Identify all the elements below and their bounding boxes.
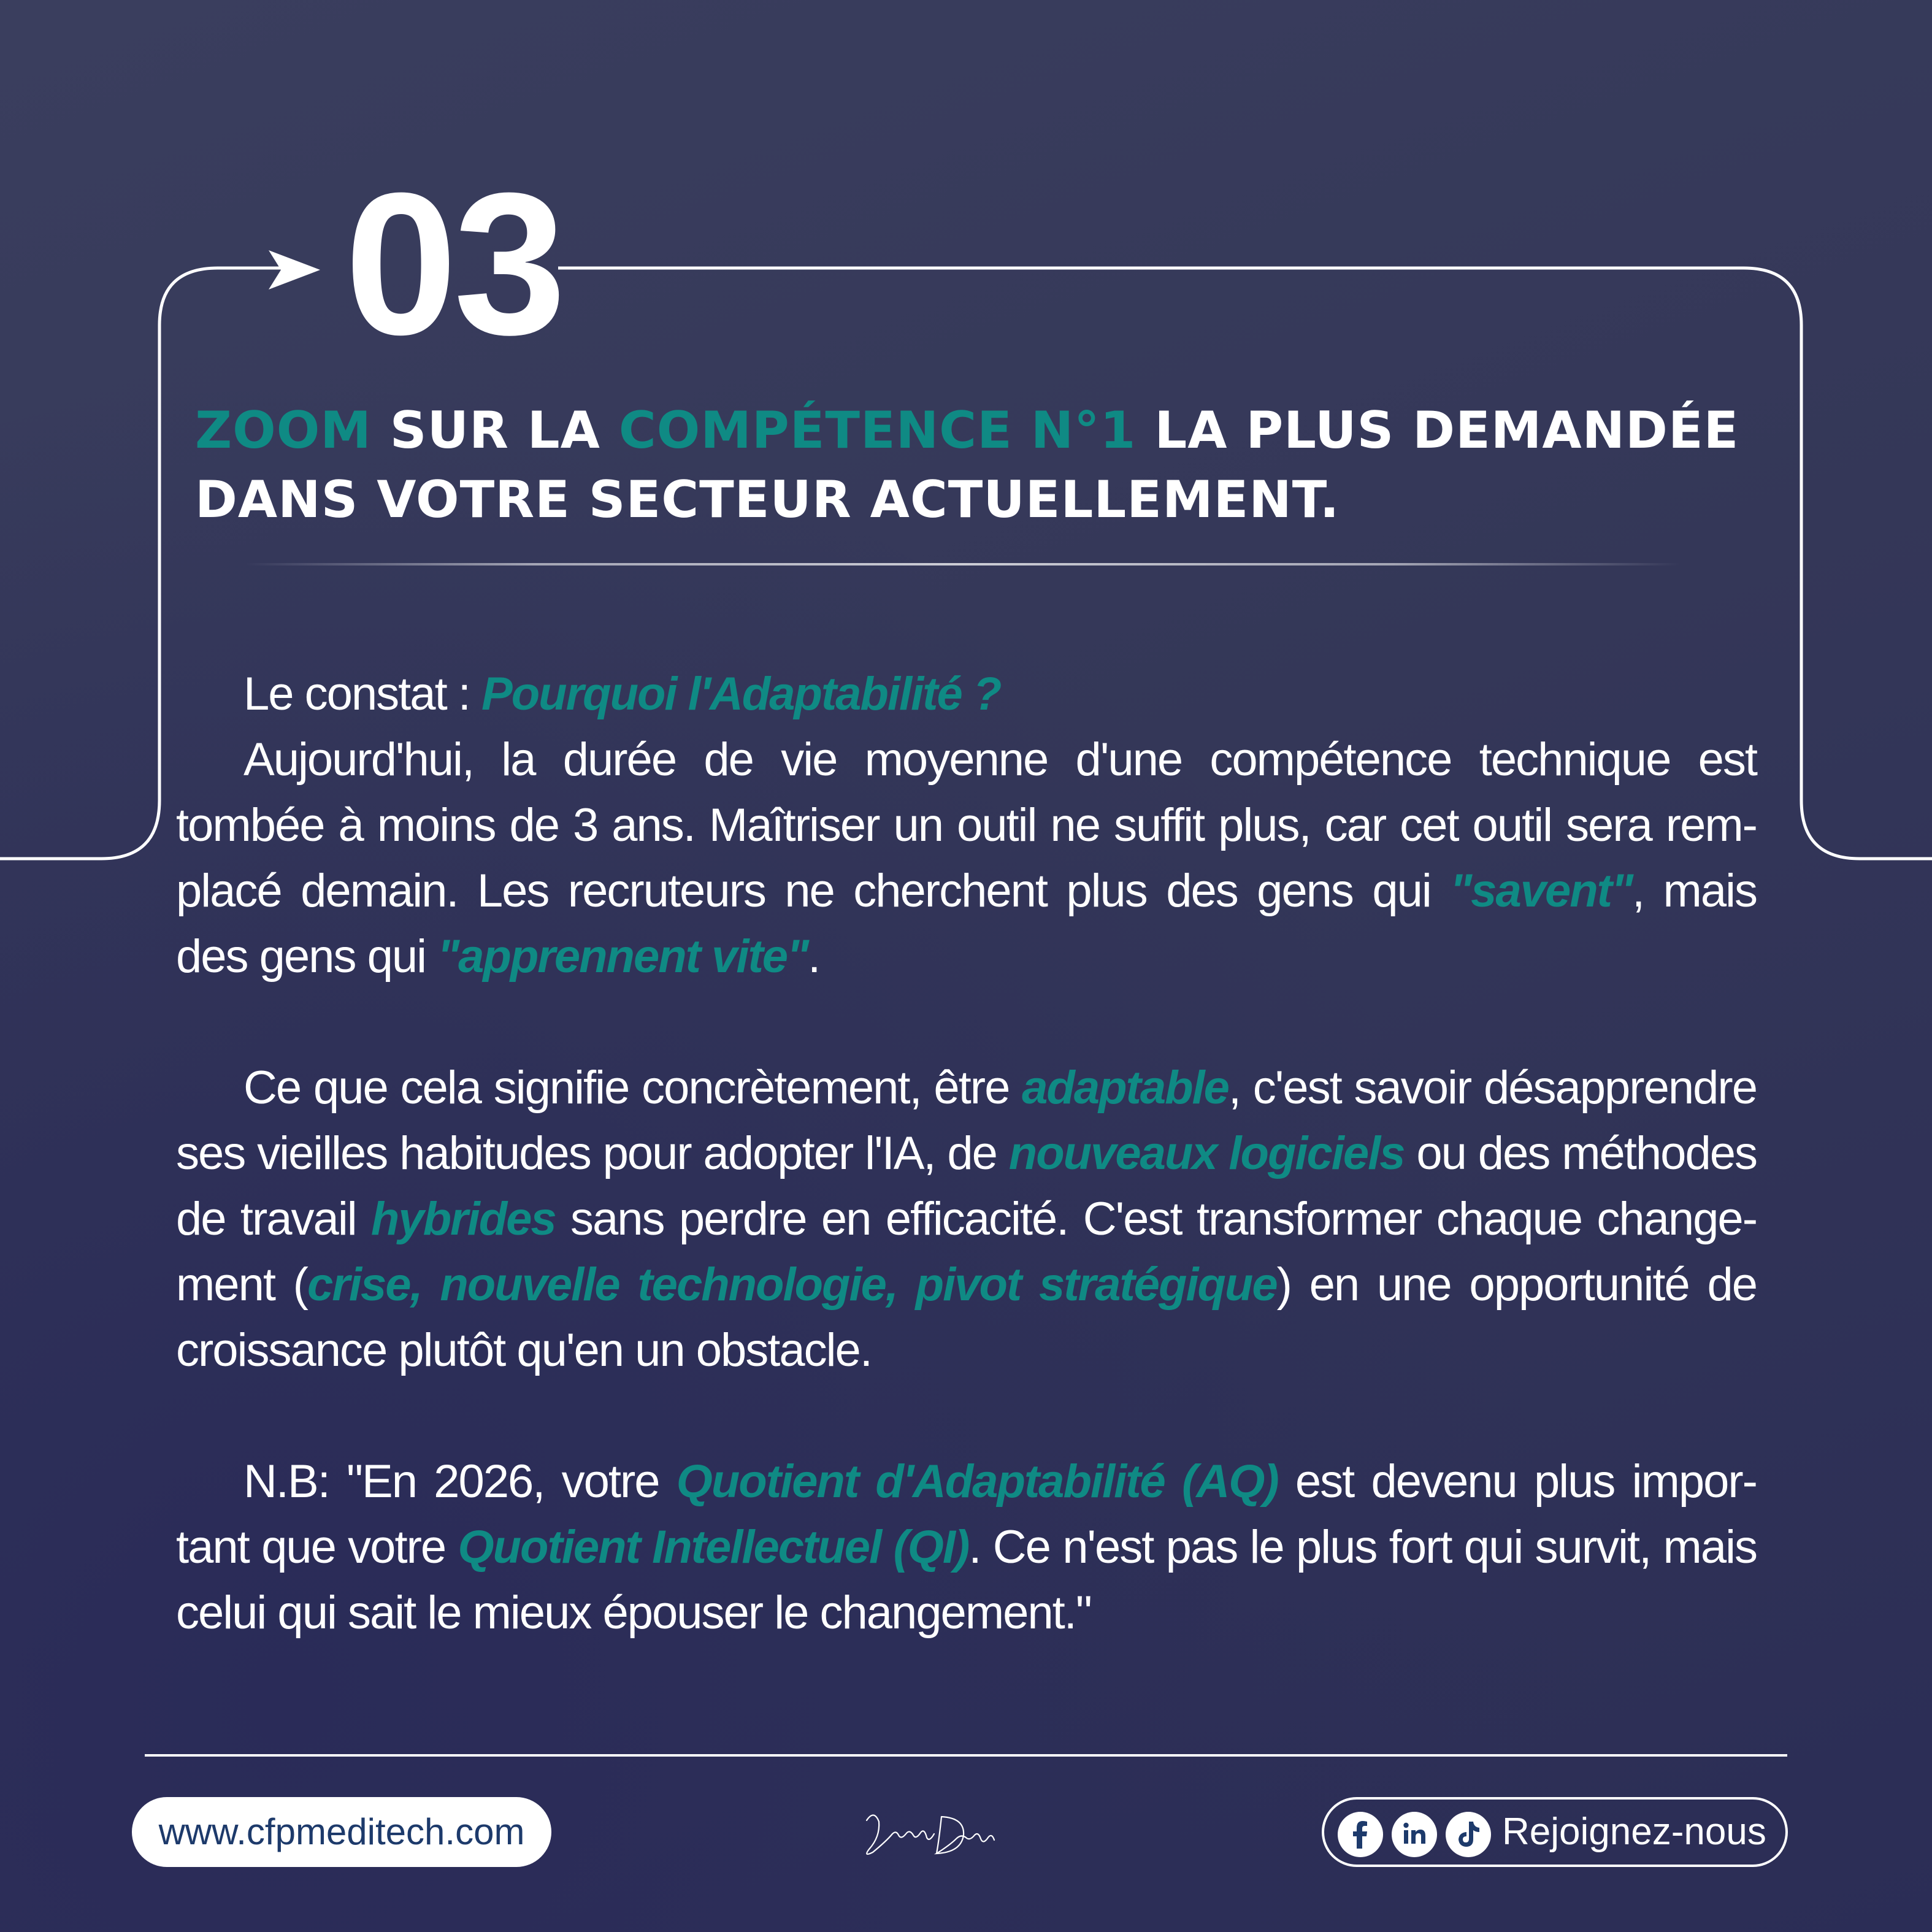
paragraph-nb [176, 1449, 1757, 1646]
text-span: Aujourd'hui, la durée de vie moyenne d'une compétence technique est tombée à moins de 3 ans. Maîtriser un outil ne suffit plus, car cet outil sera rem-placé demain. Les recruteurs ne cherchent plus des gens qui [176, 734, 1757, 917]
text-span: . [808, 930, 820, 983]
text-span: est devenu plus impor-tant que votre [176, 1455, 1757, 1573]
facebook-icon[interactable] [1338, 1812, 1383, 1857]
highlight: Quotient Intellectuel (QI) [458, 1521, 969, 1573]
text-span: . Ce n'est pas le plus fort qui survit, mais celui qui sait le mieux épouser le changement." [176, 1521, 1757, 1639]
text-span: ou des méthodes de travail [176, 1127, 1757, 1245]
headline-line-2: DANS VOTRE SECTEUR ACTUELLEMENT. [195, 470, 1340, 529]
highlight: Quotient d'Adaptabilité (AQ) [676, 1455, 1278, 1508]
text-span: sans perdre en efficacité. C'est transformer chaque change-ment ( [176, 1193, 1757, 1311]
headline-text: SUR LA [371, 401, 619, 460]
body-text [176, 661, 1757, 1711]
headline-line-1 [195, 396, 1765, 465]
step-number: 03 [345, 150, 563, 377]
highlight: "savent" [1450, 865, 1633, 917]
headline-competence: COMPÉTENCE N°1 [618, 401, 1137, 460]
highlight: nouveaux logiciels [1008, 1127, 1405, 1179]
linkedin-icon[interactable] [1392, 1812, 1437, 1857]
intro-highlight: Pourquoi l'Adaptabilité ? [481, 668, 1001, 720]
paragraph-signification [176, 1055, 1757, 1383]
headline-text: LA PLUS DEMANDÉE [1136, 401, 1739, 460]
paragraph-intro [176, 661, 1757, 727]
divider [245, 563, 1681, 565]
footer-divider [145, 1754, 1787, 1757]
text-span: , c'est savoir désapprendre ses vieilles habitudes pour adopter l'IA, de [176, 1062, 1757, 1179]
designer-signature [856, 1803, 1003, 1865]
tiktok-icon[interactable] [1446, 1812, 1491, 1857]
headline-zoom: ZOOM [195, 401, 372, 460]
social-links [1322, 1797, 1788, 1867]
highlight: adaptable [1022, 1062, 1229, 1114]
join-label[interactable]: Rejoignez-nous [1502, 1811, 1766, 1853]
arrow-icon [269, 250, 320, 289]
website-link[interactable]: www.cfpmeditech.com [132, 1797, 551, 1867]
highlight: "apprennent vite" [437, 930, 808, 983]
paragraph-constat [176, 727, 1757, 989]
text-span: , mais des gens qui [176, 865, 1757, 983]
intro-label: Le constat : [243, 668, 482, 720]
text-span: N.B: "En 2026, votre [243, 1455, 677, 1508]
headline [195, 396, 1765, 534]
highlight: crise, nouvelle technologie, pivot stratégique [307, 1259, 1277, 1311]
text-span: Ce que cela signifie concrètement, être [243, 1062, 1022, 1114]
highlight: hybrides [370, 1193, 556, 1245]
text-span: ) en une opportunité de croissance plutôt qu'en un obstacle. [176, 1259, 1757, 1376]
